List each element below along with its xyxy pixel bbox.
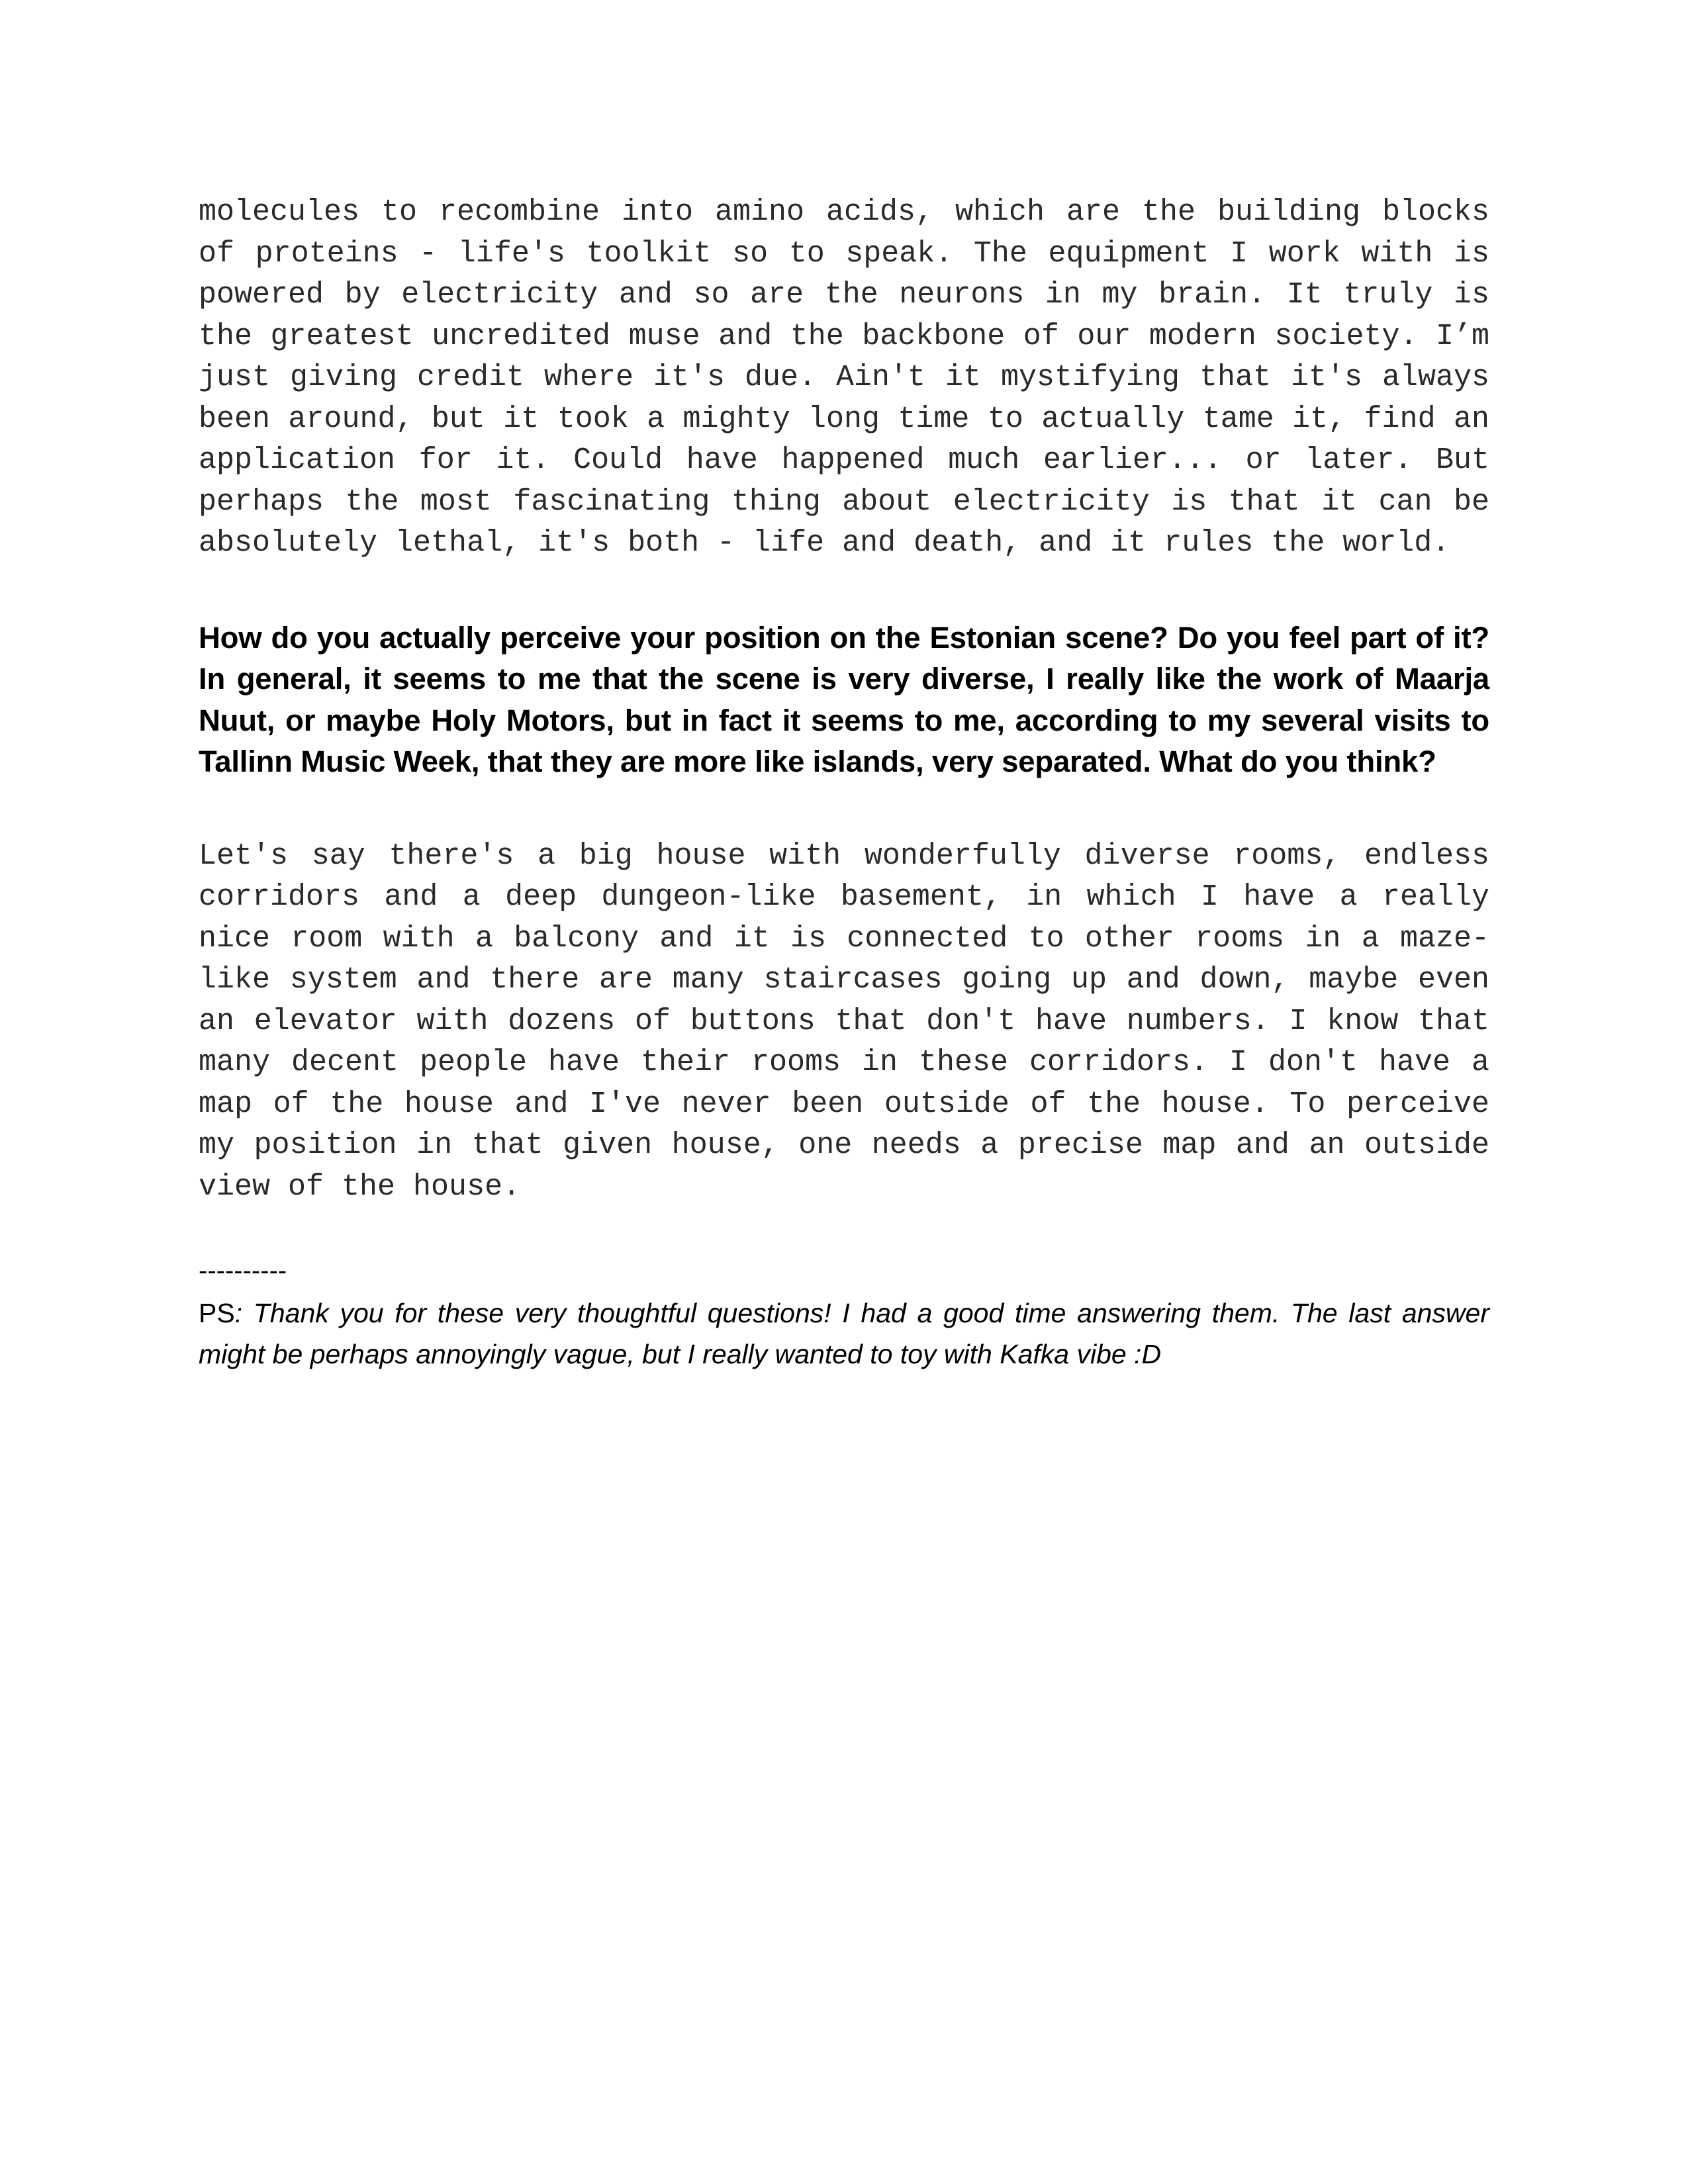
- interview-question: How do you actually perceive your position on the Estonian scene? Do you feel part of it? In general, it seems to me that the scene is very diverse, I really like the work of Maarja Nuut, or maybe Holy Motors, but in fact it seems to me, according to my several visits to Tallinn Music Week, that they are more like islands, very separated. What do you think?: [199, 620, 1489, 778]
- postscript: [199, 1293, 1489, 1375]
- paragraph-electricity: molecules to recombine into amino acids, which are the building blocks of proteins - life's toolkit so to speak. The equipment I work with is powered by electricity and so are the neurons in my brain. It truly is the greatest uncredited muse and the backbone of our modern society. I’m just giving credit where it's due. Ain't it mystifying that it's always been around, but it took a mighty long time to actually tame it, find an application for it. Could have happened much earlier... or later. But perhaps the most fascinating thing about electricity is that it can be absolutely lethal, it's both - life and death, and it rules the world.: [199, 195, 1489, 560]
- postscript-prefix: PS: [199, 1298, 235, 1328]
- divider-line: ----------: [199, 1256, 287, 1285]
- interview-answer: Let's say there's a big house with wonderfully diverse rooms, endless corridors and a deep dungeon-like basement, in which I have a really nice room with a balcony and it is connected to other rooms in a maze-like system and there are many staircases going up and down, maybe even an elevator with dozens of buttons that don't have numbers. I know that many decent people have their rooms in these corridors. I don't have a map of the house and I've never been outside of the house. To perceive my position in that given house, one needs a precise map and an outside view of the house.: [199, 839, 1489, 1204]
- document-page: [199, 192, 1489, 1375]
- postscript-text: : Thank you for these very thoughtful questions! I had a good time answering them. The last answer might be perhaps annoyingly vague, but I really wanted to toy with Kafka vibe :D: [199, 1298, 1489, 1369]
